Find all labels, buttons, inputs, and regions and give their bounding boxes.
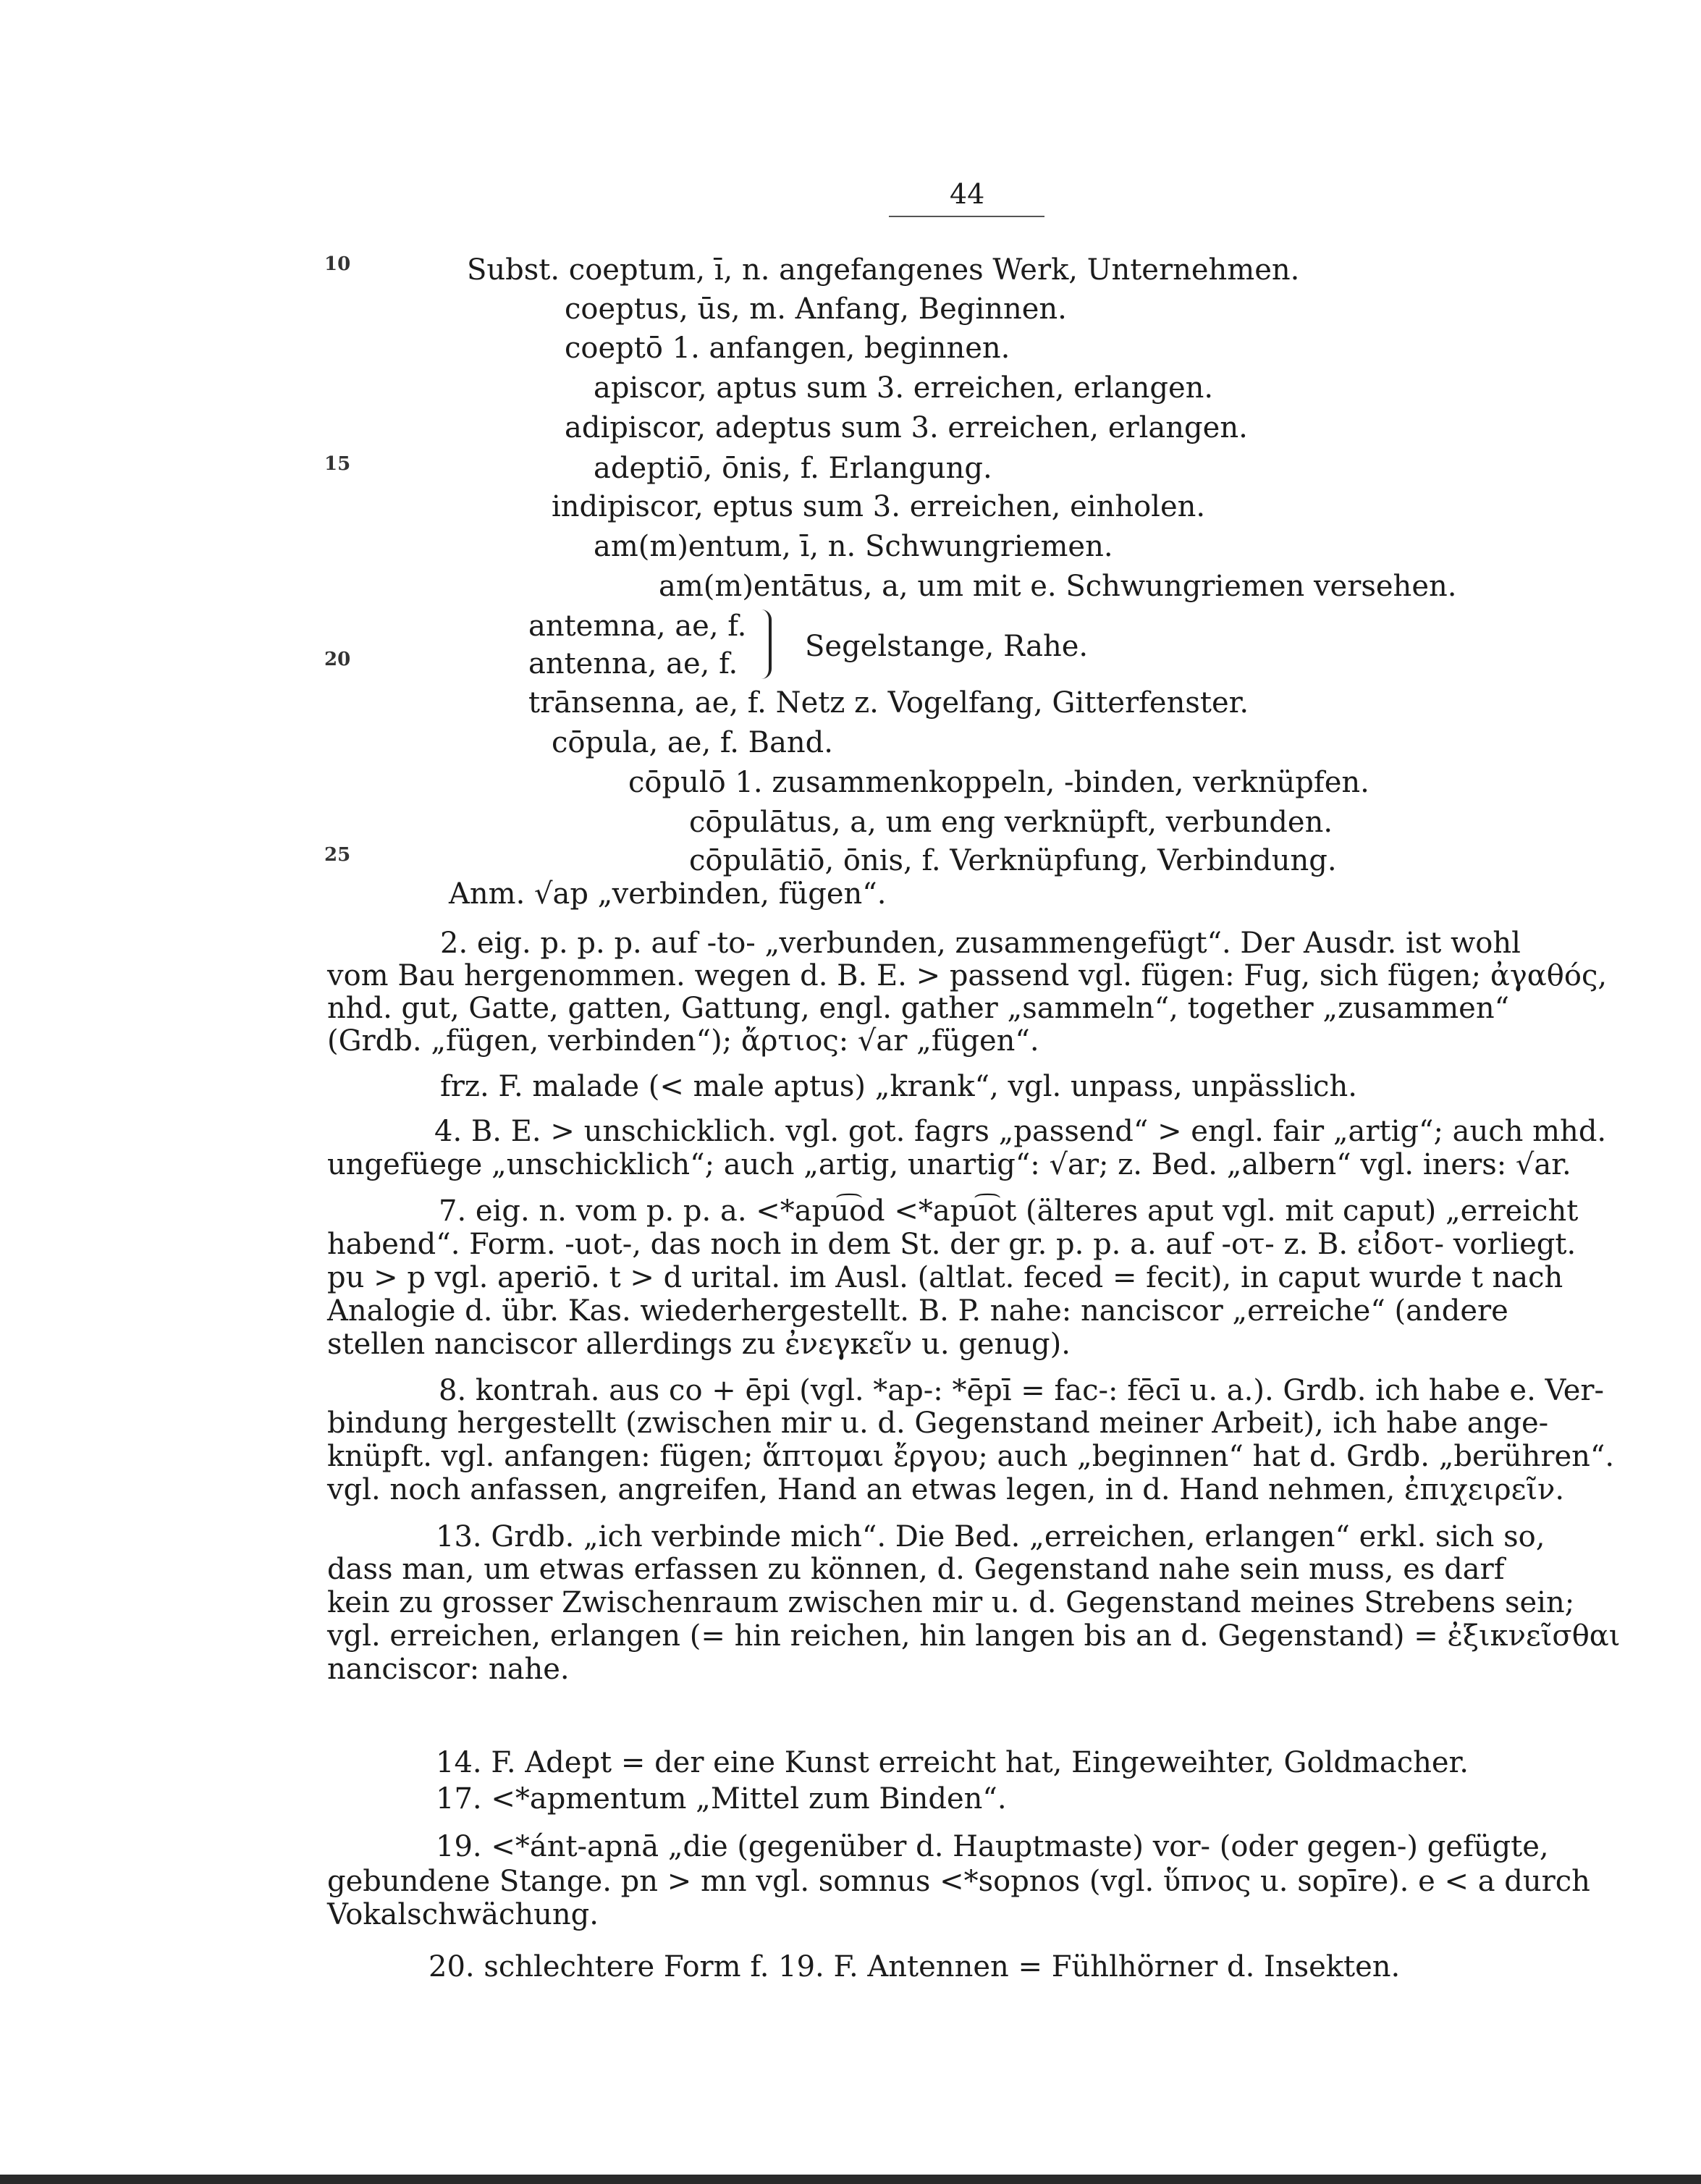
note-line: vgl. noch anfassen, angreifen, Hand an etwas legen, in d. Hand nehmen, ἐπιχειρεῖν. (327, 1473, 1565, 1506)
note-line: vgl. erreichen, erlangen (= hin reichen, hin langen bis an d. Gegenstand) = ἐξικνεῖσθαι (327, 1619, 1621, 1653)
note-line: Anm. √ap „verbinden, fügen“. (449, 877, 887, 911)
word-entry: cōpulō 1. zusammenkoppeln, -binden, verknüpfen. (628, 766, 1369, 799)
note-line: 14. F. Adept = der eine Kunst erreicht hat, Eingeweihter, Goldmacher. (436, 1746, 1469, 1779)
note-line: gebundene Stange. pn > mn vgl. somnus <*sopnos (vgl. ὕπνος u. sopīre). e < a durch (327, 1865, 1590, 1898)
note-line: nanciscor: nahe. (327, 1653, 570, 1686)
page-number-rule (889, 216, 1044, 217)
line-number: 15 (324, 453, 351, 475)
note-line: habend“. Form. -uot-, das noch in dem St. der gr. p. p. a. auf -οτ- z. B. εἰδοτ- vorliegt. (327, 1228, 1577, 1261)
word-entry: am(m)entātus, a, um mit e. Schwungriemen versehen. (659, 570, 1457, 603)
note-line: Vokalschwächung. (327, 1898, 599, 1931)
word-entry: antenna, ae, f. (528, 647, 738, 680)
note-line: stellen nanciscor allerdings zu ἐνεγκεῖν u. genug). (327, 1328, 1071, 1361)
note-line: 19. <*ánt-apnā „die (gegenüber d. Hauptmaste) vor- (oder gegen-) gefügte, (436, 1830, 1549, 1863)
note-line: 13. Grdb. „ich verbinde mich“. Die Bed. „erreichen, erlangen“ erkl. sich so, (436, 1520, 1545, 1553)
page-number: 44 (950, 178, 985, 210)
note-line: frz. F. malade (< male aptus) „krank“, vgl. unpass, unpässlich. (440, 1070, 1357, 1103)
word-entry: am(m)entum, ī, n. Schwungriemen. (594, 530, 1113, 563)
note-line: vom Bau hergenommen. wegen d. B. E. > passend vgl. fügen: Fug, sich fügen; ἀγαθός, (327, 959, 1608, 992)
line-number: 25 (324, 844, 351, 866)
word-entry: antemna, ae, f. (528, 610, 747, 643)
word-entry: Subst. coeptum, ī, n. angefangenes Werk, Unternehmen. (467, 253, 1300, 287)
note-line: knüpft. vgl. anfangen: fügen; ἅπτομαι ἔργου; auch „beginnen“ hat d. Grdb. „berühren“. (327, 1440, 1615, 1473)
line-number: 20 (324, 649, 351, 670)
word-entry: cōpulātiō, ōnis, f. Verknüpfung, Verbindung. (689, 844, 1337, 877)
note-line: kein zu grosser Zwischenraum zwischen mir u. d. Gegenstand meines Strebens sein; (327, 1586, 1575, 1619)
note-line: (Grdb. „fügen, verbinden“); ἄρτιος: √ar „fügen“. (327, 1024, 1039, 1058)
note-line: 8. kontrah. aus co + ēpi (vgl. *ap-: *ēpī = fac-: fēcī u. a.). Grdb. ich habe e. Ver- (439, 1374, 1605, 1407)
word-entry: indipiscor, eptus sum 3. erreichen, einholen. (552, 490, 1206, 523)
word-entry: adeptiō, ōnis, f. Erlangung. (594, 452, 992, 485)
word-entry: coeptus, ūs, m. Anfang, Beginnen. (565, 292, 1067, 326)
grouping-brace (761, 610, 772, 679)
note-line: Analogie d. übr. Kas. wiederhergestellt. B. P. nahe: nanciscor „erreiche“ (andere (327, 1294, 1508, 1328)
note-line: 4. B. E. > unschicklich. vgl. got. fagrs „passend“ > engl. fair „artig“; auch mhd. (434, 1115, 1607, 1148)
note-line: ungefüege „unschicklich“; auch „artig, unartig“: √ar; z. Bed. „albern“ vgl. iners: √ar. (327, 1148, 1571, 1181)
note-line: 7. eig. n. vom p. p. a. <*apu͡od <*apu͡ot (älteres aput vgl. mit caput) „erreicht (439, 1194, 1579, 1228)
scan-bottom-edge (0, 2175, 1701, 2184)
note-line: dass man, um etwas erfassen zu können, d. Gegenstand nahe sein muss, es darf (327, 1553, 1505, 1586)
note-line: bindung hergestellt (zwischen mir u. d. Gegenstand meiner Arbeit), ich habe ange- (327, 1407, 1549, 1440)
note-line: 17. <*apmentum „Mittel zum Binden“. (436, 1782, 1007, 1816)
note-line: 20. schlechtere Form f. 19. F. Antennen = Fühlhörner d. Insekten. (429, 1950, 1401, 1983)
word-entry-gloss: Segelstange, Rahe. (805, 630, 1089, 663)
note-line: nhd. gut, Gatte, gatten, Gattung, engl. gather „sammeln“, together „zusammen“ (327, 992, 1510, 1025)
word-entry: trānsenna, ae, f. Netz z. Vogelfang, Gitterfenster. (528, 686, 1249, 720)
note-line: 2. eig. p. p. p. auf -to- „verbunden, zusammengefügt“. Der Ausdr. ist wohl (440, 927, 1521, 960)
word-entry: cōpulātus, a, um eng verknüpft, verbunden. (689, 806, 1333, 839)
note-line: pu > p vgl. aperiō. t > d urital. im Ausl. (altlat. feced = fecit), in caput wurde t nach (327, 1261, 1563, 1294)
word-entry: cōpula, ae, f. Band. (552, 726, 834, 759)
word-entry: apiscor, aptus sum 3. erreichen, erlangen. (594, 371, 1214, 405)
word-entry: adipiscor, adeptus sum 3. erreichen, erlangen. (565, 411, 1248, 444)
word-entry: coeptō 1. anfangen, beginnen. (565, 332, 1010, 365)
line-number: 10 (324, 253, 351, 275)
